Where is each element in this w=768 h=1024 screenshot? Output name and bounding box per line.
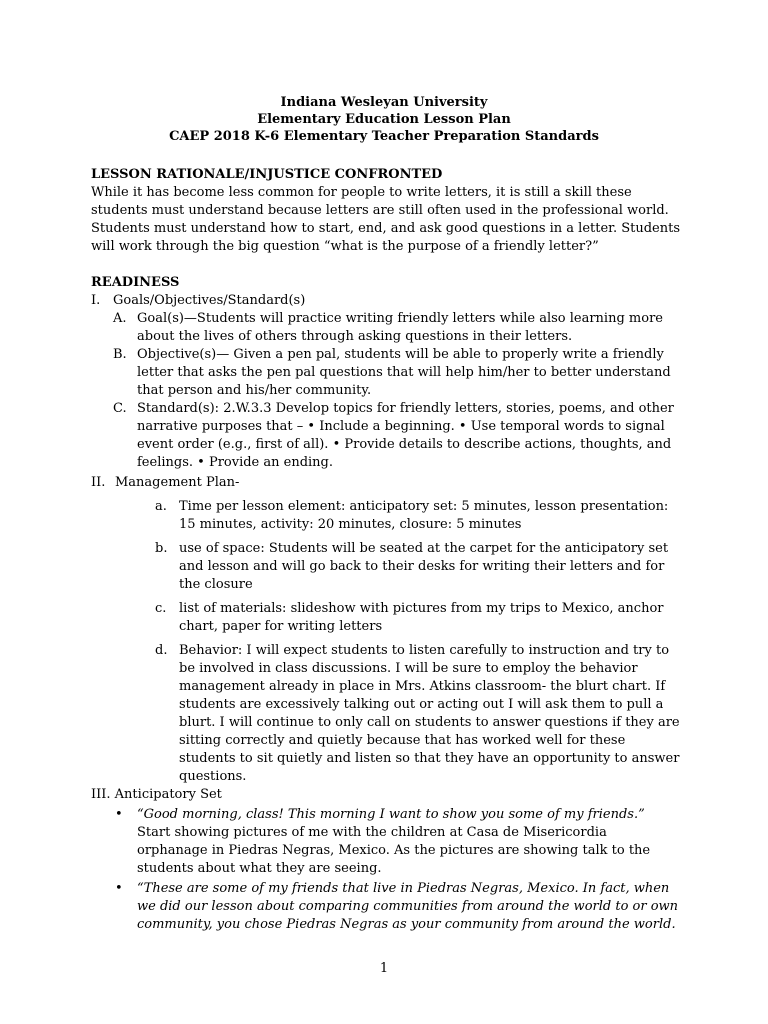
rationale-heading: LESSON RATIONALE/INJUSTICE CONFRONTED [91, 167, 443, 182]
section-management [91, 474, 681, 492]
standards-title: CAEP 2018 K-6 Elementary Teacher Preparation Standards [169, 129, 599, 144]
list-item: A. Goal(s)—Students will practice writing friendly letters while also learning more about the lives of others through asking questions in their letters. [113, 311, 663, 344]
university-name: Indiana Wesleyan University [280, 95, 488, 110]
list-item: b. use of space: Students will be seated at the carpet for the anticipatory set and lesson and will go back to their desks for writing their letters and for the closure [155, 541, 669, 592]
list-item: a. Time per lesson element: anticipatory set: 5 minutes, lesson presentation: 15 minutes, activity: 20 minutes, closure: 5 minutes [155, 499, 669, 532]
section-number: II. [91, 475, 106, 490]
list-item: C. Standard(s): 2.W.3.3 Develop topics for friendly letters, stories, poems, and other narrative purposes that – • Include a beginning. • Use temporal words to signal event order (e.g., first of all). • Provide details to describe actions, thoughts, and feelings. • Provide an ending. [113, 401, 674, 470]
document-body [91, 166, 681, 936]
readiness-heading: READINESS [91, 275, 180, 290]
list-item: B. Objective(s)— Given a pen pal, students will be able to properly write a friendly letter that asks the pen pal questions that will help him/her to better understand that person and his/her community. [113, 347, 671, 398]
rationale-text: While it has become less common for people to write letters, it is still a skill these students must understand because letters are still often used in the professional world. Students must understand how to start, end, and ask good questions in a letter. Students will work through the big question “what is the purpose of a friendly letter?” [91, 185, 680, 254]
anticipatory-list [115, 806, 681, 934]
goals-list [113, 310, 681, 472]
section-anticipatory-set: III. Anticipatory Set [91, 787, 222, 802]
section-title: Management Plan- [115, 475, 240, 490]
page-number: 1 [379, 961, 389, 976]
list-item: • “These are some of my friends that live in Piedras Negras, Mexico. In fact, when we did our lesson about comparing communities from around the world to or own community, you chose Piedras Negras as your community from around the world. [115, 881, 679, 932]
section-number: I. [91, 293, 101, 308]
list-item: c. list of materials: slideshow with pictures from my trips to Mexico, anchor chart, paper for writing letters [155, 601, 664, 634]
plan-title: Elementary Education Lesson Plan [257, 112, 511, 127]
document-header [0, 94, 768, 145]
section-title: Goals/Objectives/Standard(s) [113, 293, 306, 308]
management-list [155, 498, 681, 786]
list-item: • “Good morning, class! This morning I want to show you some of my friends.” Start showing pictures of me with the children at Casa de Misericordia orphanage in Piedras Negras, Mexico. As the pictures are showing talk to the students about what they are seeing. [115, 807, 651, 876]
list-item: d. Behavior: I will expect students to listen carefully to instruction and try to be involved in class discussions. I will be sure to employ the behavior management already in place in Mrs. Atkins classroom- the blurt chart. If students are excessively talking out or acting out I will ask them to pull a blurt. I will continue to only call on students to answer questions if they are sitting correctly and quietly because that has worked well for these students to sit quietly and listen so that they have an opportunity to answer questions. [155, 643, 680, 784]
section-goals [91, 292, 681, 310]
